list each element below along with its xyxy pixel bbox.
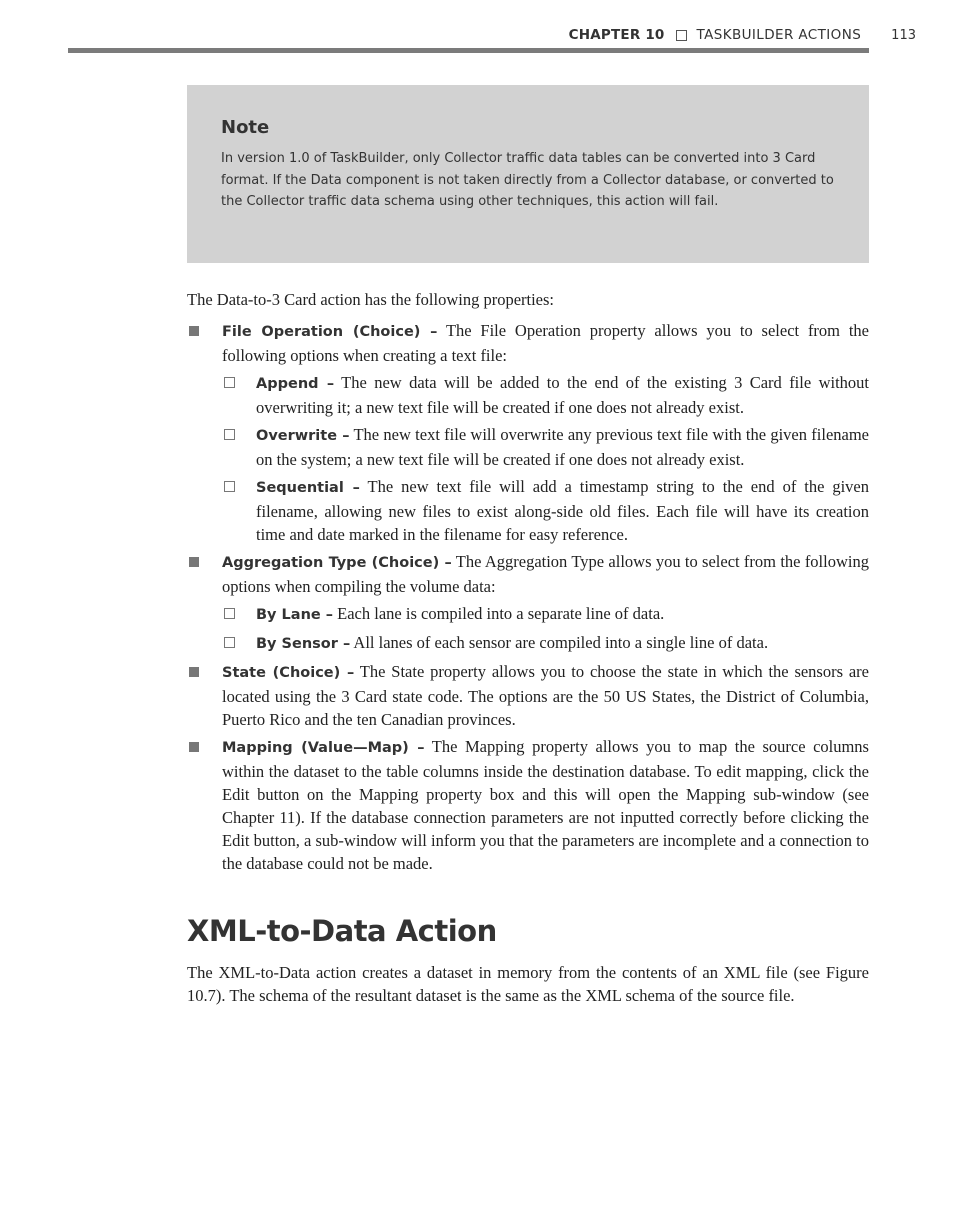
- sub-list-item: [187, 631, 869, 656]
- option-text: Each lane is compiled into a separate line of data.: [333, 604, 665, 623]
- section-heading: XML-to-Data Action: [187, 914, 497, 948]
- separator-box-icon: [676, 30, 687, 41]
- sub-list-item: [187, 371, 869, 419]
- property-term: State (Choice) –: [222, 665, 355, 681]
- option-term: Sequential –: [256, 480, 360, 496]
- list-item: [187, 735, 869, 875]
- list-item: [187, 319, 869, 367]
- main-content: [187, 288, 869, 1007]
- sub-list-item: [187, 475, 869, 546]
- hollow-bullet-icon: [224, 377, 235, 388]
- chapter-label: CHAPTER 10: [568, 27, 665, 43]
- hollow-bullet-icon: [224, 481, 235, 492]
- chapter-title: TASKBUILDER ACTIONS: [696, 27, 862, 43]
- note-title: Note: [221, 117, 270, 138]
- property-term: Mapping (Value—Map) –: [222, 740, 425, 756]
- sub-list-item: [187, 602, 869, 627]
- option-term: Overwrite –: [256, 428, 350, 444]
- note-box: [187, 85, 869, 263]
- property-term: File Operation (Choice) –: [222, 324, 438, 340]
- property-text: The Aggregation Type allows you to select from the following options when compiling the volume data:: [222, 552, 869, 596]
- property-text: The File Operation property allows you to select from the following options when creating a text file:: [222, 321, 869, 365]
- option-text: The new data will be added to the end of the existing 3 Card file without overwriting it; a new text file will be created if one does not already exist.: [256, 373, 869, 417]
- sub-list-item: [187, 423, 869, 471]
- page-number: 113: [891, 27, 916, 43]
- square-bullet-icon: [189, 557, 199, 567]
- option-text: The new text file will add a timestamp string to the end of the given filename, allowing new files to exist along-side old files. Each file will have its creation time and date marked in the filename for easy reference.: [256, 477, 869, 544]
- list-item: [187, 550, 869, 598]
- square-bullet-icon: [189, 667, 199, 677]
- property-term: Aggregation Type (Choice) –: [222, 555, 452, 571]
- header-rule: [68, 48, 869, 53]
- option-term: By Sensor –: [256, 636, 351, 652]
- section-paragraph: The XML-to-Data action creates a dataset in memory from the contents of an XML file (see Figure 10.7). The schema of the resultant dataset is the same as the XML schema of the source file.: [187, 963, 869, 1005]
- option-term: Append –: [256, 376, 335, 392]
- hollow-bullet-icon: [224, 637, 235, 648]
- property-text: The State property allows you to choose the state in which the sensors are located using the 3 Card state code. The options are the 50 US States, the District of Columbia, Puerto Rico and the ten Canadian provinces.: [222, 662, 869, 729]
- running-header: [569, 27, 916, 43]
- square-bullet-icon: [189, 742, 199, 752]
- option-text: The new text file will overwrite any previous text file with the given filename on the system; a new text file will be created if one does not already exist.: [256, 425, 869, 469]
- option-text: All lanes of each sensor are compiled into a single line of data.: [350, 633, 769, 652]
- property-text: The Mapping property allows you to map the source columns within the dataset to the table columns inside the destination database. To edit mapping, click the Edit button on the Mapping property box and this will open the Mapping sub-window (see Chapter 11). If the database connection parameters are not inputted correctly before clicking the Edit button, a sub-window will inform you that the parameters are incomplete and a connection to the database could not be made.: [222, 737, 869, 873]
- list-item: [187, 660, 869, 731]
- intro-paragraph: The Data-to-3 Card action has the following properties:: [187, 290, 555, 309]
- hollow-bullet-icon: [224, 608, 235, 619]
- note-body: In version 1.0 of TaskBuilder, only Collector traffic data tables can be converted into 3 Card format. If the Data component is not taken directly from a Collector database, or converted to the Collector traffic data schema using other techniques, this action will fail.: [221, 151, 834, 209]
- hollow-bullet-icon: [224, 429, 235, 440]
- option-term: By Lane –: [256, 607, 334, 623]
- square-bullet-icon: [189, 326, 199, 336]
